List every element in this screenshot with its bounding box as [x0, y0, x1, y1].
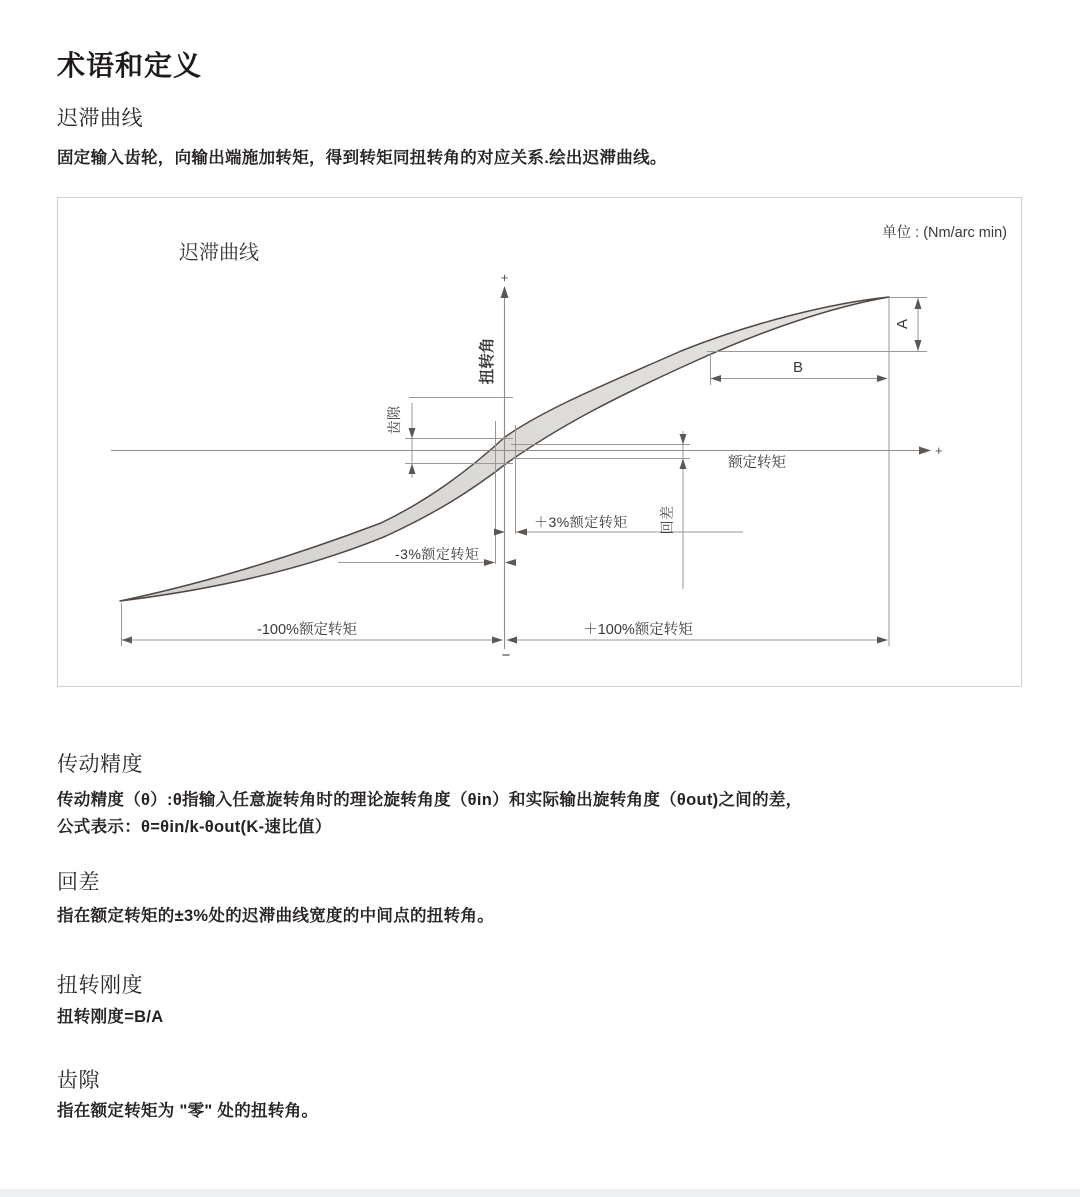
y-axis-minus-sign: − [501, 647, 511, 664]
accuracy-line2: 公式表示：θ=θin/k-θout(K-速比值） [57, 818, 332, 836]
section-heading-accuracy: 传动精度 [57, 753, 143, 776]
hysteresis-diagram-panel [57, 197, 1022, 687]
backlash-dim-label: 齿隙 [386, 405, 402, 435]
plus3-label: ＋3%额定转矩 [534, 514, 628, 530]
section-heading-stiffness: 扭转刚度 [57, 974, 143, 997]
section-heading-backlash: 齿隙 [57, 1069, 100, 1092]
dimension-lines [122, 297, 928, 646]
arrowheads [122, 286, 932, 644]
stiffness-formula: 扭转刚度=B/A [57, 1008, 164, 1026]
plus100-label: ＋100%额定转矩 [583, 622, 693, 638]
hysteresis-diagram [58, 198, 1021, 686]
hysteresis-dim-label: 回差 [659, 505, 675, 535]
backlash-description: 指在额定转矩为 "零" 处的扭转角。 [57, 1102, 319, 1120]
unit-label: 单位 : (Nm/arc min) [882, 225, 1007, 241]
rated-torque-label: 额定转矩 [728, 455, 786, 471]
dim-b-label: B [792, 359, 804, 376]
minus3-label: -3%额定转矩 [395, 546, 480, 562]
hysteresis-loss-description: 指在额定转矩的±3%处的迟滞曲线宽度的中间点的扭转角。 [57, 907, 495, 925]
x-axis-plus-sign: + [935, 443, 943, 458]
section-heading-hysteresis-loss: 回差 [57, 871, 100, 894]
page-bottom-bar [0, 1189, 1080, 1197]
diagram-title: 迟滞曲线 [179, 242, 259, 264]
section-heading-hysteresis-curve: 迟滞曲线 [57, 107, 143, 130]
accuracy-line1: 传动精度（θ）:θ指输入任意旋转角时的理论旋转角度（θin）和实际输出旋转角度（θout)之间的差， [57, 791, 803, 809]
dim-a-label: A [894, 318, 911, 330]
y-axis-plus-sign: + [500, 270, 509, 285]
y-axis-label: 扭转角 [479, 337, 496, 385]
hysteresis-curve-description: 固定输入齿轮，向输出端施加转矩，得到转矩同扭转角的对应关系.绘出迟滞曲线。 [57, 149, 667, 167]
minus100-label: -100%额定转矩 [257, 622, 357, 638]
page-title: 术语和定义 [57, 50, 203, 81]
